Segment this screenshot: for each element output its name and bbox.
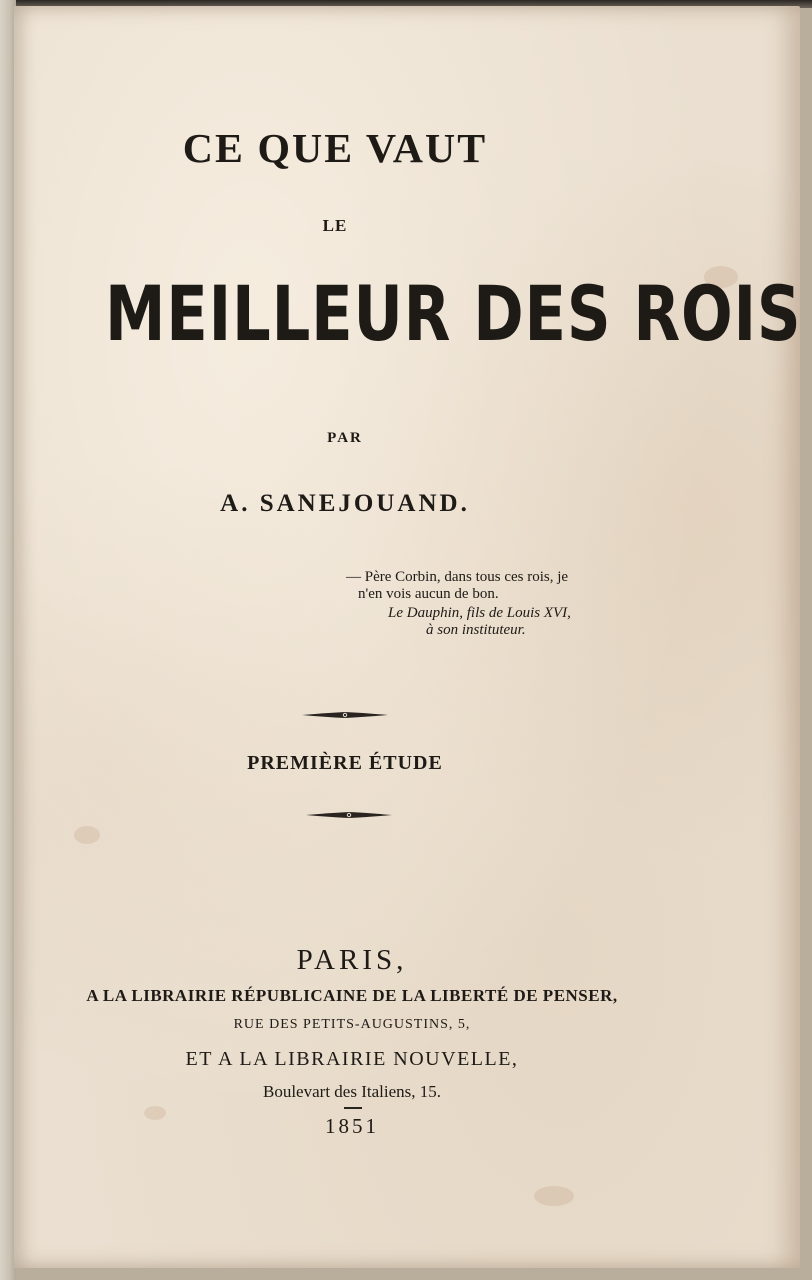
imprint-address-2: Boulevart des Italiens, 15.: [263, 1082, 441, 1101]
title-line-1: CE QUE VAUT: [182, 125, 488, 171]
epigraph-attribution-2: à son instituteur.: [426, 622, 526, 638]
epigraph-attribution-1: Le Dauphin, fils de Louis XVI,: [388, 605, 571, 621]
imprint-address-1: RUE DES PETITS-AUGUSTINS, 5,: [233, 1017, 471, 1032]
by-label: PAR: [327, 430, 363, 446]
ornament-divider-icon: [304, 810, 394, 820]
title-line-2: LE: [322, 216, 348, 235]
ornament-divider-icon: [300, 710, 390, 720]
foxing-spot: [74, 826, 100, 844]
author-name: A. SANEJOUAND.: [220, 490, 470, 517]
imprint-publisher-1: A LA LIBRAIRIE RÉPUBLICAINE DE LA LIBERTÉ DE PENSER,: [86, 986, 618, 1005]
epigraph-line-1: — Père Corbin, dans tous ces rois, je: [346, 569, 569, 585]
foxing-spot: [534, 1186, 574, 1206]
epigraph-line-2: n'en vois aucun de bon.: [358, 586, 499, 602]
imprint-city: PARIS,: [296, 944, 408, 976]
subtitle: PREMIÈRE ÉTUDE: [247, 752, 443, 774]
imprint-year: 1851: [325, 1114, 379, 1138]
year-rule: [344, 1107, 362, 1109]
title-page-paper: [14, 6, 800, 1268]
main-title: MEILLEUR DES ROIS: [105, 269, 802, 358]
imprint-publisher-2: ET A LA LIBRAIRIE NOUVELLE,: [185, 1048, 519, 1070]
